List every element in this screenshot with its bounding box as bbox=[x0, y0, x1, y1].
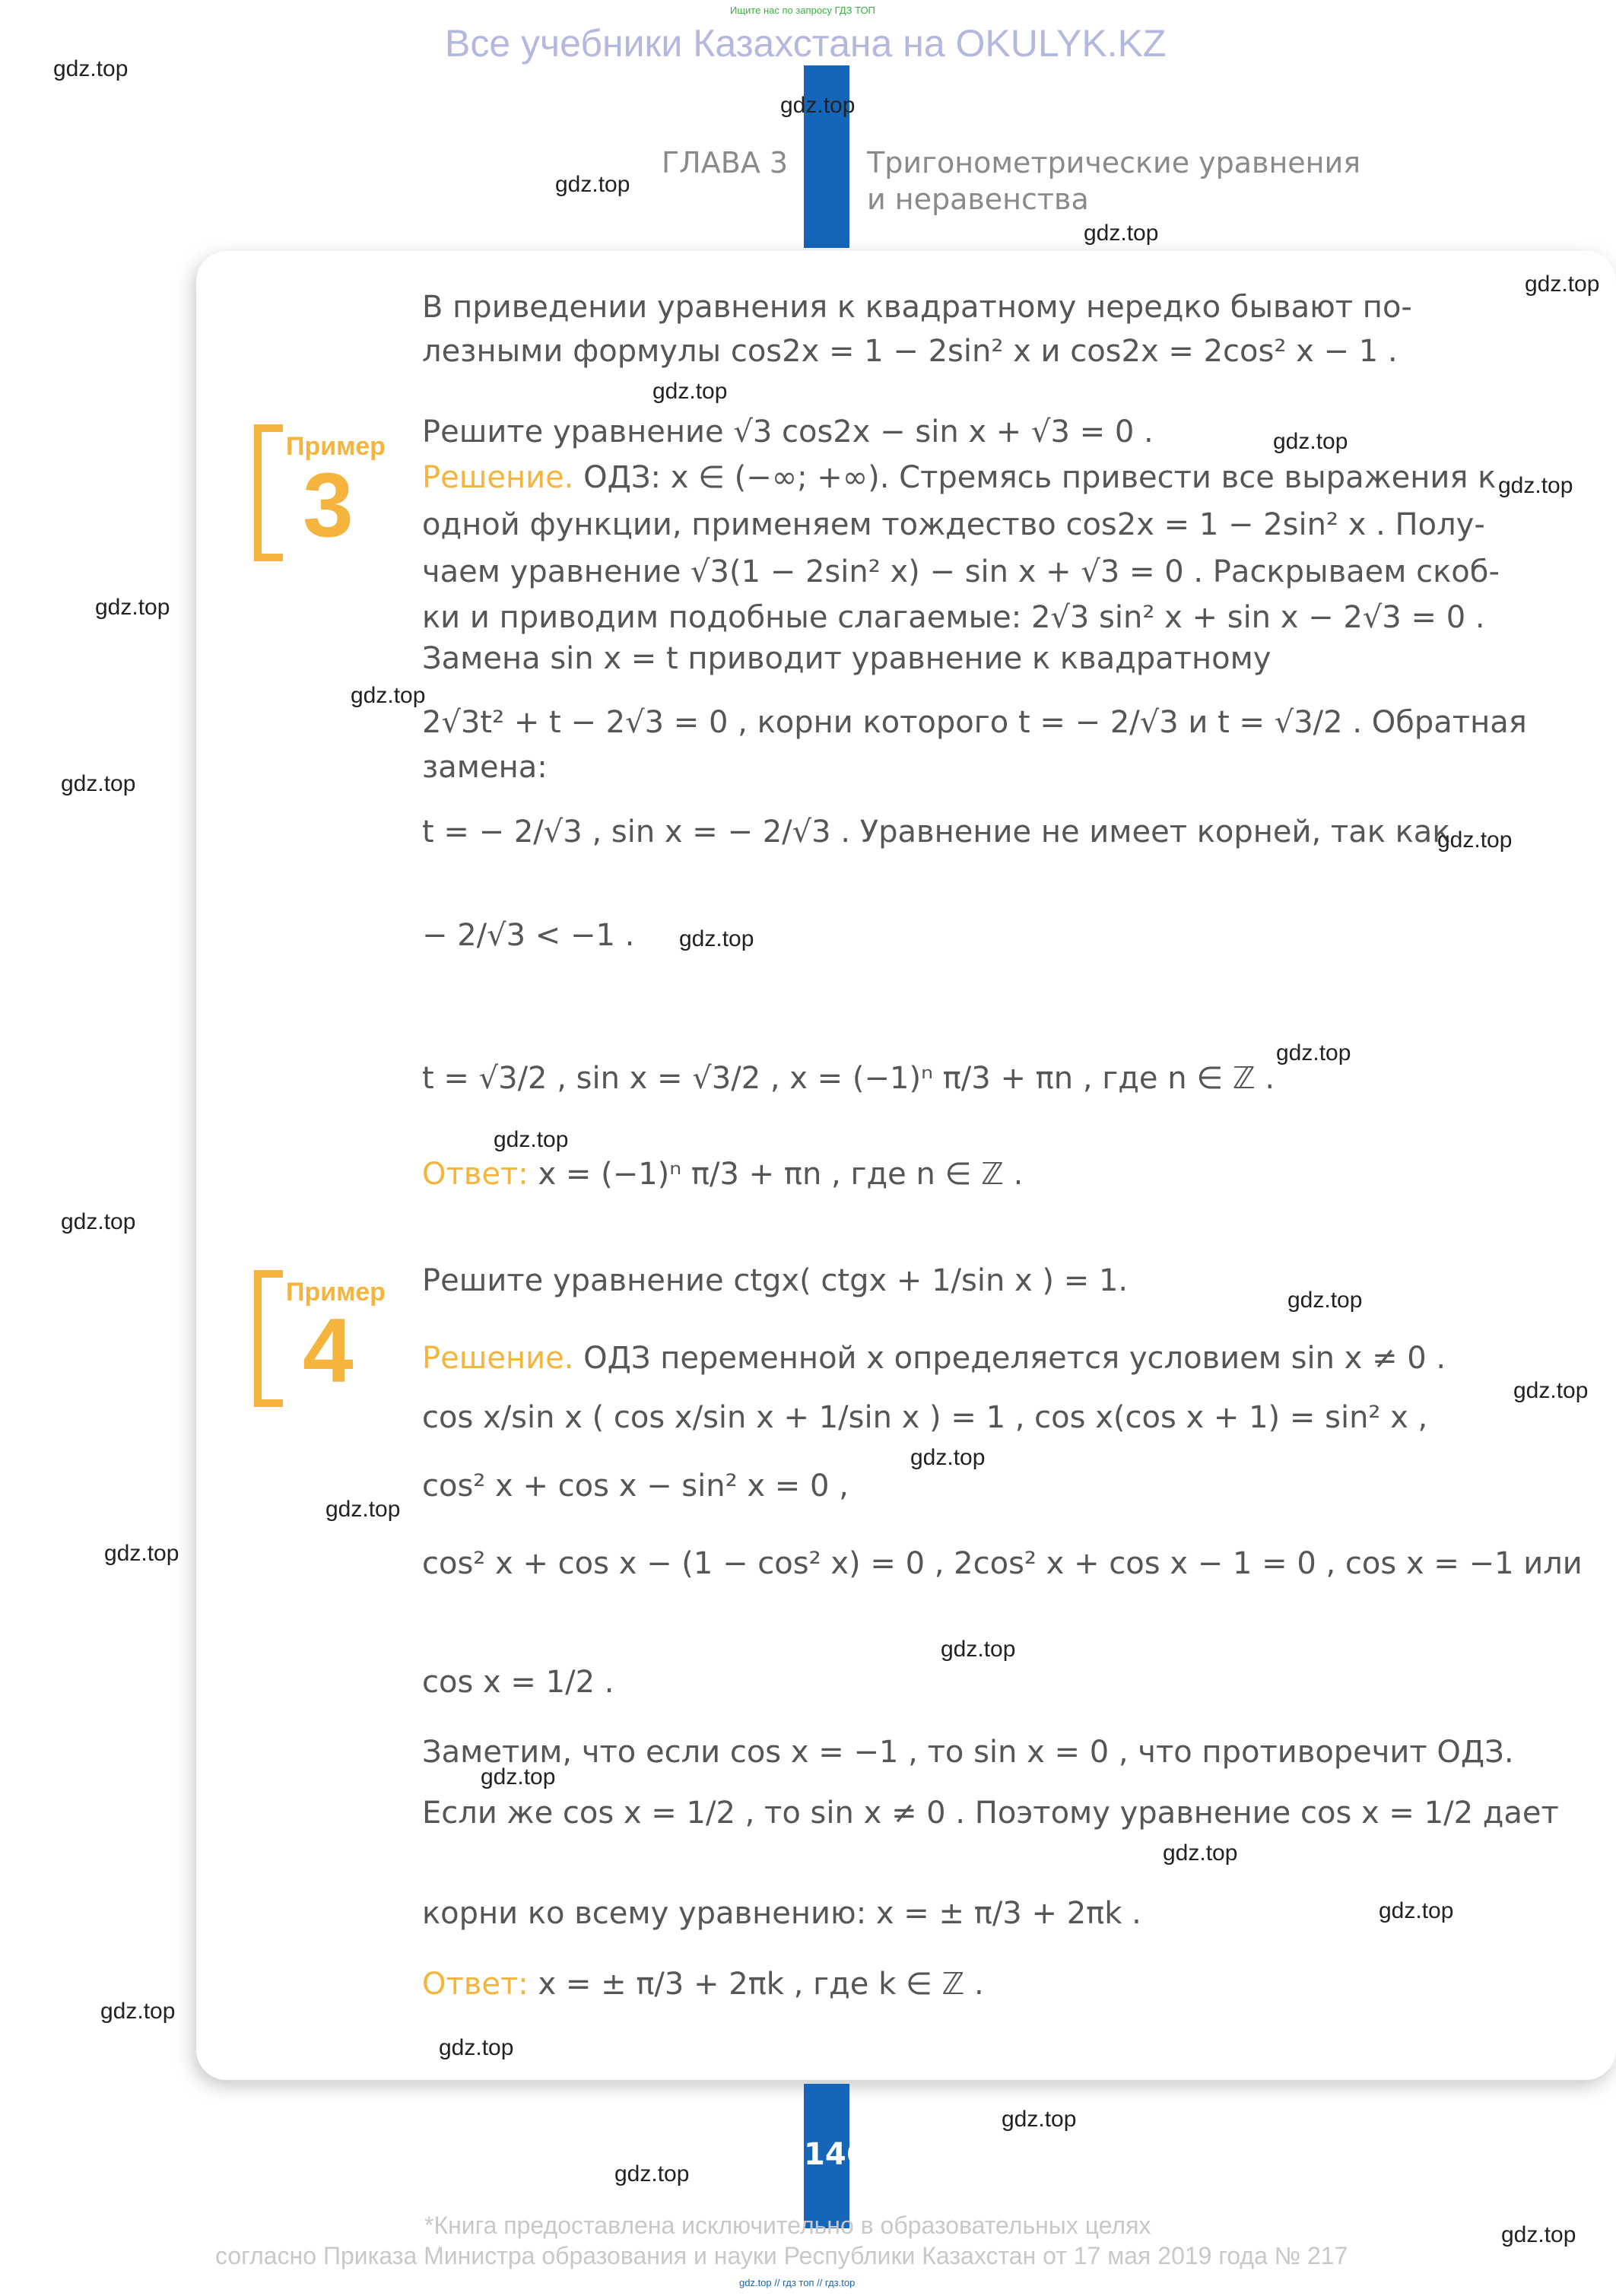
intro-line2: лезными формулы cos2x = 1 − 2sin² x и cos2x = 2cos² x − 1 . bbox=[422, 334, 1398, 369]
watermark: gdz.top bbox=[780, 93, 856, 118]
watermark: gdz.top bbox=[941, 1637, 1016, 1662]
footer-line1: *Книга предоставлена исключительно в образовательных целях bbox=[424, 2212, 1151, 2239]
example4-line: cos x = 1/2 . bbox=[422, 1665, 614, 1700]
example4-answer-label: Ответ: bbox=[422, 1967, 529, 2002]
watermark: gdz.top bbox=[614, 2161, 690, 2186]
watermark: gdz.top bbox=[494, 1127, 569, 1152]
watermark: gdz.top bbox=[95, 595, 170, 620]
example4-answer: Ответ: x = ± π/3 + 2πk , где k ∈ ℤ . bbox=[422, 1967, 984, 2002]
watermark: gdz.top bbox=[679, 926, 754, 951]
site-banner: Все учебники Казахстана на OKULYK.KZ bbox=[445, 22, 1167, 65]
watermark: gdz.top bbox=[1525, 272, 1600, 297]
watermark: gdz.top bbox=[1273, 429, 1348, 454]
watermark: gdz.top bbox=[1498, 473, 1573, 498]
watermark: gdz.top bbox=[652, 379, 728, 404]
example4-line: cos² x + cos x − (1 − cos² x) = 0 , 2cos² x + cos x − 1 = 0 , cos x = −1 или bbox=[422, 1546, 1583, 1581]
example3-line: t = √3/2 , sin x = √3/2 , x = (−1)ⁿ π/3 + πn , где n ∈ ℤ . bbox=[422, 1061, 1275, 1096]
page-number: 146 bbox=[804, 2137, 868, 2172]
watermark: gdz.top bbox=[53, 56, 129, 81]
example4-line: Если же cos x = 1/2 , то sin x ≠ 0 . Поэтому уравнение cos x = 1/2 дает bbox=[422, 1796, 1559, 1831]
watermark: gdz.top bbox=[910, 1445, 986, 1470]
watermark: gdz.top bbox=[61, 771, 136, 796]
watermark: gdz.top bbox=[100, 1999, 176, 2024]
example3-line: Замена sin x = t приводит уравнение к квадратному bbox=[422, 641, 1272, 676]
watermark: gdz.top bbox=[1163, 1840, 1238, 1866]
example4-task: Решите уравнение ctgx( ctgx + 1/sin x ) = 1. bbox=[422, 1263, 1129, 1298]
example3-line: замена: bbox=[422, 750, 548, 785]
watermark: gdz.top bbox=[1276, 1040, 1351, 1065]
top-search-note: Ищите нас по запросу ГДЗ ТОП bbox=[730, 5, 875, 16]
example3-solution-line1: Решение. ОДЗ: x ∈ (−∞; +∞). Стремясь привести все выражения к bbox=[422, 460, 1497, 495]
example3-line: 2√3t² + t − 2√3 = 0 , корни которого t = − 2/√3 и t = √3/2 . Обратная bbox=[422, 705, 1527, 740]
example4-solution-line1: Решение. ОДЗ переменной x определяется условием sin x ≠ 0 . bbox=[422, 1341, 1446, 1376]
watermark: gdz.top bbox=[1084, 221, 1159, 246]
example4-line: корни ко всему уравнению: x = ± π/3 + 2πk . bbox=[422, 1896, 1141, 1931]
watermark: gdz.top bbox=[104, 1541, 179, 1566]
watermark: gdz.top bbox=[439, 2035, 514, 2060]
example3-line: чаем уравнение √3(1 − 2sin² x) − sin x + √3 = 0 . Раскрываем скоб- bbox=[422, 554, 1500, 589]
example3-task: Решите уравнение √3 cos2x − sin x + √3 = 0 . bbox=[422, 414, 1154, 449]
example3-answer: Ответ: x = (−1)ⁿ π/3 + πn , где n ∈ ℤ . bbox=[422, 1157, 1024, 1192]
page-number-spine bbox=[804, 2084, 868, 2228]
example3-solution-label: Решение. bbox=[422, 460, 574, 495]
watermark: gdz.top bbox=[351, 683, 426, 708]
watermark: gdz.top bbox=[1501, 2222, 1576, 2247]
example3-line: t = − 2/√3 , sin x = − 2/√3 . Уравнение не имеет корней, так как bbox=[422, 815, 1451, 849]
chapter-label: ГЛАВА 3 bbox=[662, 146, 789, 179]
example4-line: cos² x + cos x − sin² x = 0 , bbox=[422, 1469, 849, 1504]
example4-line: cos x/sin x ( cos x/sin x + 1/sin x ) = 1 , cos x(cos x + 1) = sin² x , bbox=[422, 1400, 1428, 1435]
watermark: gdz.top bbox=[481, 1764, 556, 1789]
example3-answer-label: Ответ: bbox=[422, 1157, 529, 1192]
chapter-title-line1: Тригонометрические уравнения bbox=[867, 146, 1361, 179]
watermark: gdz.top bbox=[1437, 827, 1513, 853]
example3-bracket bbox=[254, 424, 283, 561]
watermark: gdz.top bbox=[1002, 2107, 1077, 2132]
example3-line: ки и приводим подобные слагаемые: 2√3 sin² x + sin x − 2√3 = 0 . bbox=[422, 600, 1485, 635]
watermark: gdz.top bbox=[61, 1209, 136, 1234]
example4-bracket bbox=[254, 1270, 283, 1407]
intro-line1: В приведении уравнения к квадратному нередко бывают по- bbox=[422, 290, 1412, 325]
footer-line2: согласно Приказа Министра образования и науки Республики Казахстан от 17 мая 2019 года № 217 bbox=[215, 2242, 1348, 2269]
watermark: gdz.top bbox=[1513, 1378, 1589, 1403]
watermark: gdz.top bbox=[1287, 1288, 1363, 1313]
example3-label: Пример bbox=[286, 432, 386, 461]
example3-number: 3 bbox=[303, 454, 354, 556]
example3-line: − 2/√3 < −1 . bbox=[422, 918, 635, 953]
example4-line: Заметим, что если cos x = −1 , то sin x = 0 , что противоречит ОДЗ. bbox=[422, 1735, 1514, 1770]
watermark: gdz.top bbox=[1379, 1898, 1454, 1923]
watermark: gdz.top bbox=[555, 172, 630, 197]
watermark: gdz.top bbox=[325, 1497, 401, 1522]
example4-label: Пример bbox=[286, 1278, 386, 1307]
content-card bbox=[196, 251, 1616, 2080]
example4-number: 4 bbox=[303, 1300, 354, 1402]
example4-solution-label: Решение. bbox=[422, 1341, 574, 1376]
chapter-title-line2: и неравенства bbox=[867, 183, 1089, 216]
footer-small-links: gdz.top // гдз топ // гдз.top bbox=[739, 2277, 856, 2288]
example3-line: одной функции, применяем тождество cos2x = 1 − 2sin² x . Полу- bbox=[422, 507, 1485, 542]
